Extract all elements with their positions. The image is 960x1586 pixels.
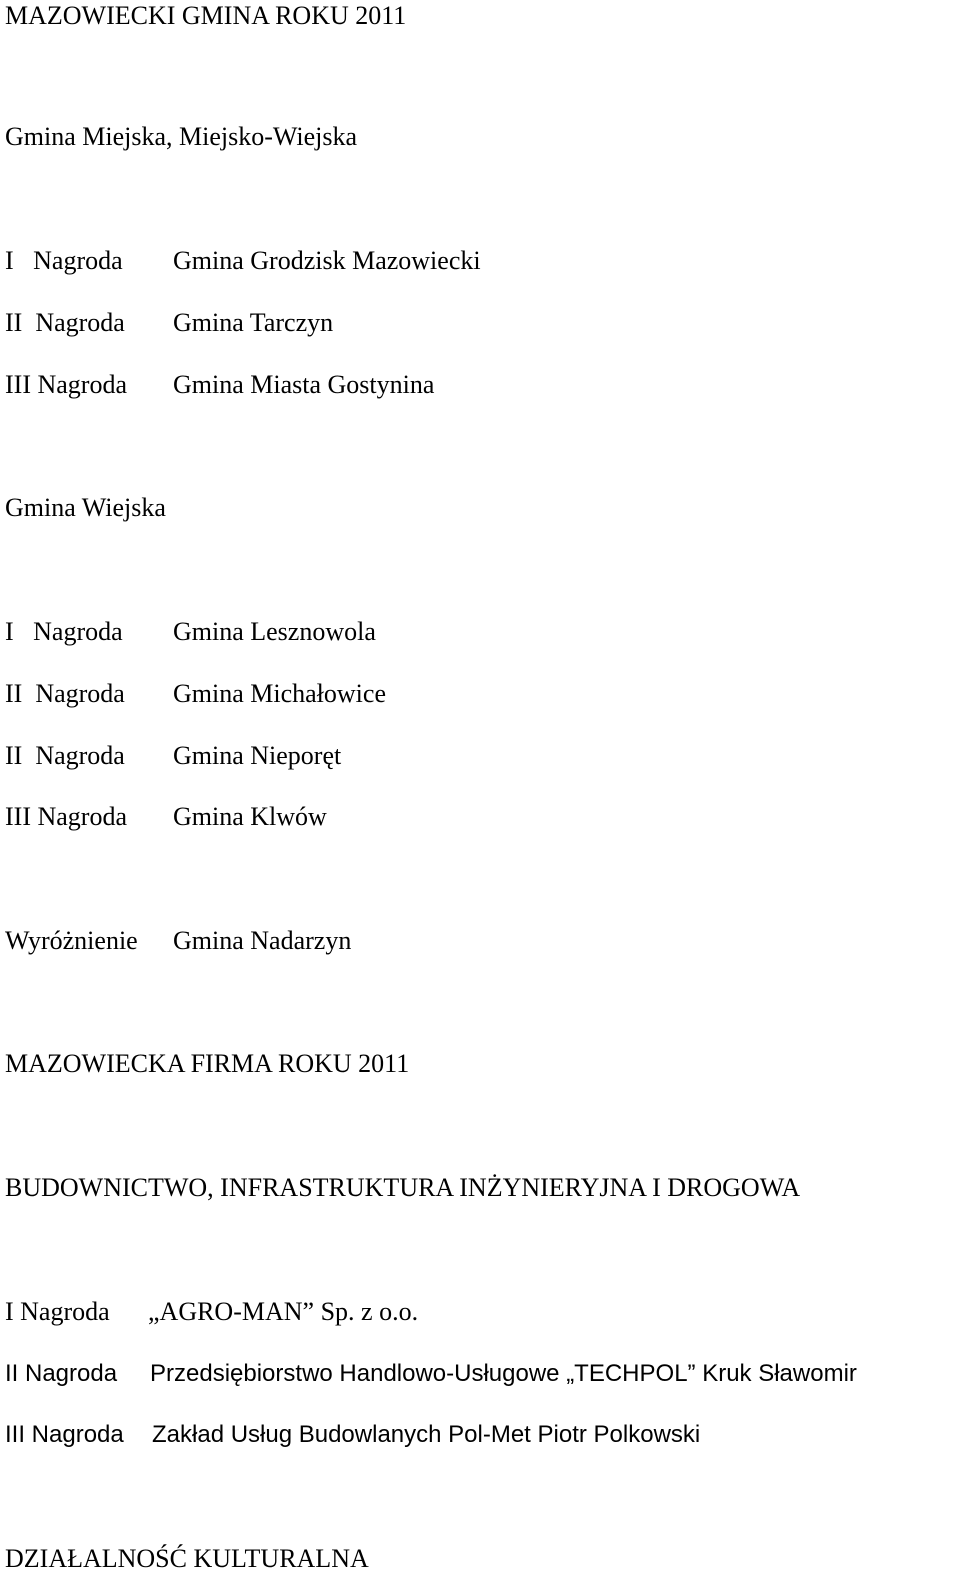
- award-row: [5, 801, 945, 833]
- distinction-row: [5, 925, 945, 957]
- award-row: [5, 1358, 955, 1390]
- award-row: [5, 1296, 945, 1328]
- award-row: [5, 369, 945, 401]
- prize-label: II Nagroda: [5, 1360, 118, 1387]
- prize-label: III Nagroda: [5, 370, 127, 399]
- award-row: [5, 616, 945, 648]
- award-row: [5, 307, 945, 339]
- prize-label: III Nagroda: [5, 1421, 124, 1448]
- prize-label: I Nagroda: [5, 617, 123, 646]
- prize-label: I Nagroda: [5, 1297, 110, 1326]
- winner-name: Gmina Miasta Gostynina: [173, 370, 435, 399]
- category-title-budownictwo: BUDOWNICTWO, INFRASTRUKTURA INŻYNIERYJNA I DROGOWA: [5, 1173, 801, 1202]
- section-title-firma: MAZOWIECKA FIRMA ROKU 2011: [5, 1049, 410, 1078]
- winner-name: Gmina Nadarzyn: [173, 926, 352, 955]
- winner-name: Gmina Tarczyn: [173, 308, 334, 337]
- prize-label: I Nagroda: [5, 246, 123, 275]
- award-row: [5, 740, 945, 772]
- award-row: [5, 678, 945, 710]
- winner-name: Gmina Grodzisk Mazowiecki: [173, 246, 481, 275]
- prize-label: III Nagroda: [5, 802, 127, 831]
- category-title-miejska: Gmina Miejska, Miejsko-Wiejska: [5, 122, 358, 151]
- award-row: [5, 1419, 955, 1451]
- section-title-gmina: MAZOWIECKI GMINA ROKU 2011: [5, 1, 407, 30]
- winner-name: Gmina Nieporęt: [173, 741, 342, 770]
- prize-label: II Nagroda: [5, 741, 125, 770]
- distinction-label: Wyróżnienie: [5, 926, 138, 955]
- prize-label: II Nagroda: [5, 679, 125, 708]
- winner-name: Przedsiębiorstwo Handlowo-Usługowe „TECHPOL” Kruk Sławomir: [150, 1360, 857, 1387]
- category-title-wiejska: Gmina Wiejska: [5, 493, 166, 522]
- award-row: [5, 245, 945, 277]
- section-title-kultura: DZIAŁALNOŚĆ KULTURALNA: [5, 1544, 369, 1573]
- winner-name: Gmina Michałowice: [173, 679, 386, 708]
- winner-name: Gmina Lesznowola: [173, 617, 376, 646]
- winner-name: „AGRO-MAN” Sp. z o.o.: [148, 1297, 419, 1326]
- winner-name: Gmina Klwów: [173, 802, 327, 831]
- prize-label: II Nagroda: [5, 308, 125, 337]
- winner-name: Zakład Usług Budowlanych Pol-Met Piotr Polkowski: [152, 1421, 701, 1448]
